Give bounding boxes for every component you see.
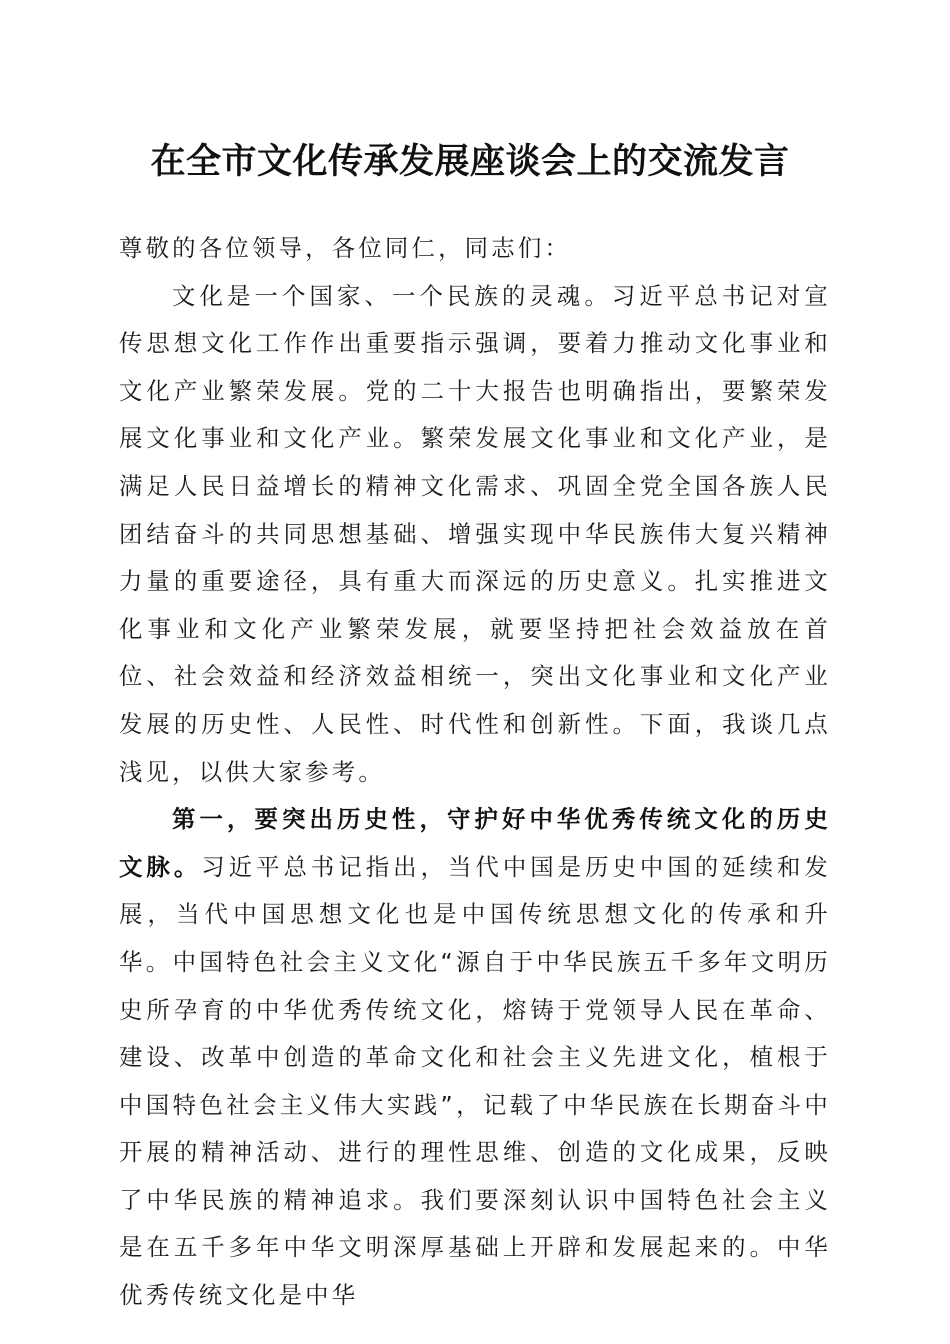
salutation: 尊敬的各位领导，各位同仁，同志们：	[119, 234, 572, 262]
document-title: 在全市文化传承发展座谈会上的交流发言	[150, 141, 790, 182]
paragraph-first-point-body: 习近平总书记指出，当代中国是历史中国的延续和发展，当代中国思想文化也是中国传统思想文化的传承和升华。中国特色社会主义文化“源自于中华民族五千多年文明历史所孕育的中华优秀传统文化，熔铸于党领导人民在革命、建设、改革中创造的革命文化和社会主义先进文化，植根于中国特色社会主义伟大实践”，记载了中华民族在长期奋斗中开展的精神活动、进行的理性思维、创造的文化成果，反映了中华民族的精神追求。我们要深刻认识中国特色社会主义是在五千多年中华文明深厚基础上开辟和发展起来的。中华优秀传统文化是中华	[119, 852, 831, 1310]
document-body	[119, 225, 831, 1320]
paragraph-intro: 文化是一个国家、一个民族的灵魂。习近平总书记对宣传思想文化工作作出重要指示强调，要着力推动文化事业和文化产业繁荣发展。党的二十大报告也明确指出，要繁荣发展文化事业和文化产业。繁荣发展文化事业和文化产业，是满足人民日益增长的精神文化需求、巩固全党全国各族人民团结奋斗的共同思想基础、增强实现中华民族伟大复兴精神力量的重要途径，具有重大而深远的历史意义。扎实推进文化事业和文化产业繁荣发展，就要坚持把社会效益放在首位、社会效益和经济效益相统一，突出文化事业和文化产业发展的历史性、人民性、时代性和创新性。下面，我谈几点浅见，以供大家参考。	[119, 281, 831, 786]
paragraph-first-point	[119, 796, 831, 1320]
paragraph-lead-heading: 第一，要突出历史性，守护好中华优秀传统文化的历史文脉。	[119, 805, 831, 881]
